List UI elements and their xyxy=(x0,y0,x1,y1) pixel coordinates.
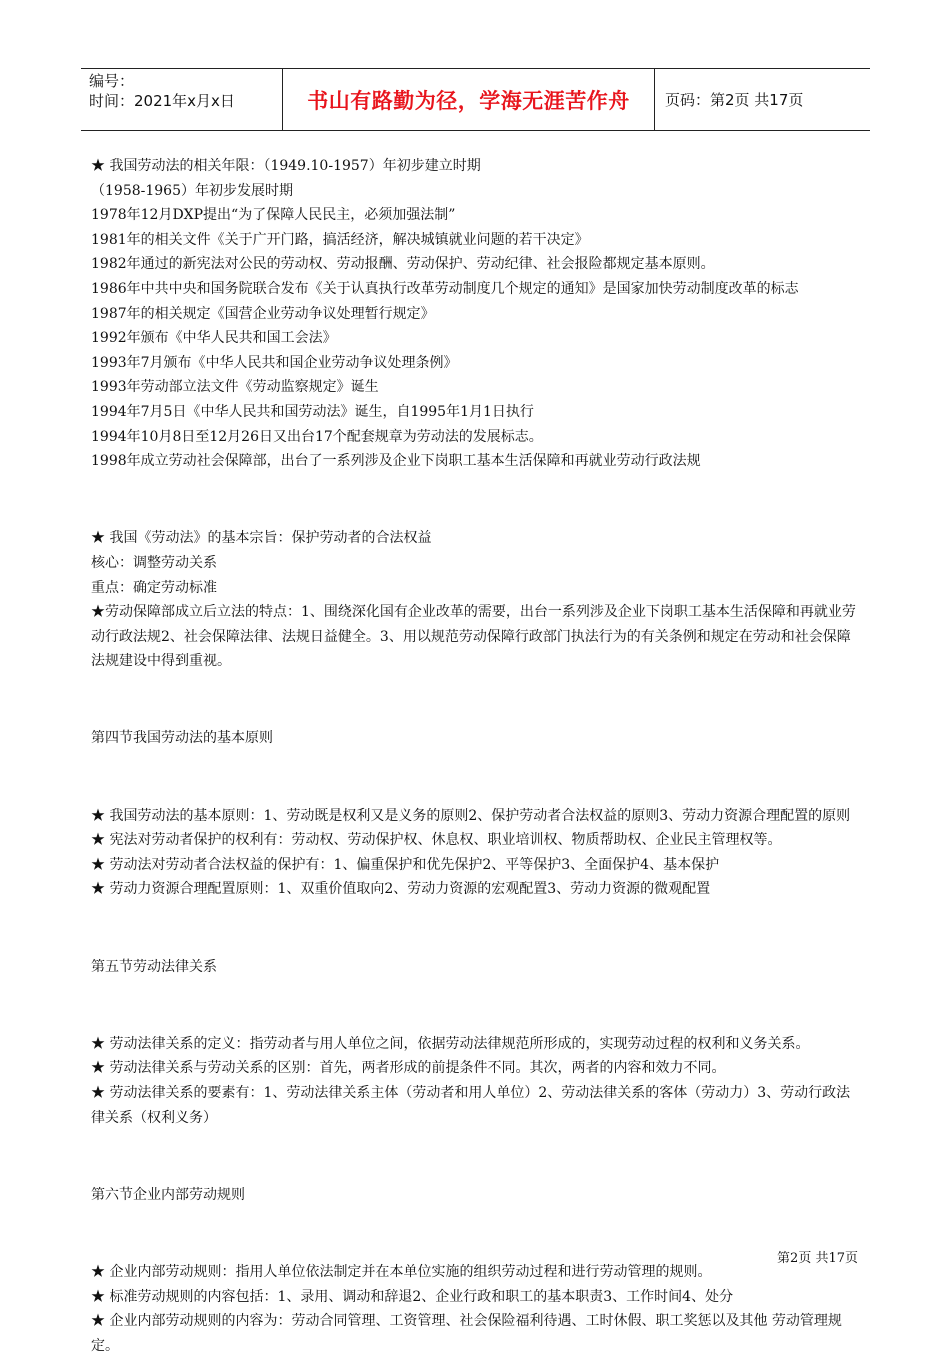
paragraph-spacer xyxy=(91,1144,863,1169)
paragraph: 1981年的相关文件《关于广开门路，搞活经济，解决城镇就业问题的若干决定》 xyxy=(91,231,589,248)
paragraph: 核心：调整劳动关系 xyxy=(91,554,217,571)
paragraph-spacer xyxy=(91,916,863,941)
paragraph: ★ 我国劳动法的相关年限：（1949.10-1957）年初步建立时期 xyxy=(91,158,481,174)
paragraph: ★ 企业内部劳动规则：指用人单位依法制定并在本单位实施的组织劳动过程和进行劳动管理的规则。 xyxy=(91,1263,712,1280)
paragraph-spacer xyxy=(91,993,863,1018)
paragraph: ★ 我国劳动法的基本原则：1、劳动既是权利又是义务的原则2、保护劳动者合法权益的原则3、劳动力资源合理配置的原则 xyxy=(91,807,851,824)
paragraph: ★劳动保障部成立后立法的特点：1、围绕深化国有企业改革的需要，出台一系列涉及企业下岗职工基本生活保障和再就业劳动行政法规2、社会保障法律、法规日益健全。3、用以规范劳动保障行政部门执法行为的有关条例和规定在劳动和社会保障法规建设中得到重视。 xyxy=(91,604,856,670)
paragraph: ★ 企业内部劳动规则的内容为：劳动合同管理、工资管理、社会保险福利待遇、工时休假、职工奖惩以及其他 劳动管理规定。 xyxy=(91,1313,842,1354)
paragraph: 1986年中共中央和国务院联合发布《关于认真执行改革劳动制度几个规定的通知》是国家加快劳动制度改革的标志 xyxy=(91,280,799,297)
paragraph: 1987年的相关规定《国营企业劳动争议处理暂行规定》 xyxy=(91,305,435,322)
document-time-label: 时间：2021年x月x日 xyxy=(89,92,235,110)
paragraph: ★ 劳动法律关系的定义：指劳动者与用人单位之间，依据劳动法律规范所形成的，实现劳动过程的权利和义务关系。 xyxy=(91,1035,810,1052)
paragraph: ★ 宪法对劳动者保护的权利有：劳动权、劳动保护权、休息权、职业培训权、物质帮助权、企业民主管理权等。 xyxy=(91,832,782,849)
section-heading: 第四节我国劳动法的基本原则 xyxy=(91,730,273,747)
paragraph-spacer xyxy=(91,1221,863,1246)
paragraph: 重点：确定劳动标准 xyxy=(91,579,217,596)
footer-page-number: 第2页 共17页 xyxy=(777,1251,858,1266)
paragraph-spacer xyxy=(91,488,863,513)
paragraph: （1958-1965）年初步发展时期 xyxy=(91,182,293,199)
paragraph: 1994年10月8日至12月26日又出台17个配套规章为劳动法的发展标志。 xyxy=(91,428,543,445)
paragraph: ★ 劳动力资源合理配置原则：1、双重价值取向2、劳动力资源的宏观配置3、劳动力资源的微观配置 xyxy=(91,881,711,898)
header-meta xyxy=(81,69,282,130)
paragraph: ★ 劳动法律关系与劳动关系的区别：首先，两者形成的前提条件不同。其次，两者的内容和效力不同。 xyxy=(91,1060,726,1077)
paragraph: 1998年成立劳动社会保障部，出台了一系列涉及企业下岗职工基本生活保障和再就业劳动行政法规 xyxy=(91,453,701,470)
document-body xyxy=(91,154,863,1358)
paragraph-spacer xyxy=(91,688,863,713)
paragraph: 1993年劳动部立法文件《劳动监察规定》诞生 xyxy=(91,379,379,396)
paragraph: 1982年通过的新宪法对公民的劳动权、劳动报酬、劳动保护、劳动纪律、社会报险都规定基本原则。 xyxy=(91,256,715,273)
section-heading: 第五节劳动法律关系 xyxy=(91,958,217,975)
paragraph: ★ 标准劳动规则的内容包括：1、录用、调动和辞退2、企业行政和职工的基本职责3、工作时间4、处分 xyxy=(91,1288,734,1305)
header-page-number: 页码：第2页 共17页 xyxy=(665,91,804,109)
paragraph: 1992年颁布《中华人民共和国工会法》 xyxy=(91,330,337,347)
paragraph: ★ 劳动法律关系的要素有：1、劳动法律关系主体（劳动者和用人单位）2、劳动法律关系的客体（劳动力）3、劳动行政法律关系（权利义务） xyxy=(91,1085,851,1126)
document-number-label: 编号： xyxy=(89,72,135,90)
paragraph: 1993年7月颁布《中华人民共和国企业劳动争议处理条例》 xyxy=(91,354,458,371)
paragraph: 1978年12月DXP提出“为了保障人民民主，必须加强法制” xyxy=(91,207,456,224)
paragraph: 1994年7月5日《中华人民共和国劳动法》诞生，自1995年1月1日执行 xyxy=(91,403,534,420)
header-motto: 书山有路勤为径，学海无涯苦作舟 xyxy=(282,69,655,130)
paragraph: ★ 我国《劳动法》的基本宗旨：保护劳动者的合法权益 xyxy=(91,530,432,547)
section-heading: 第六节企业内部劳动规则 xyxy=(91,1186,245,1203)
paragraph: ★ 劳动法对劳动者合法权益的保护有：1、偏重保护和优先保护2、平等保护3、全面保护4、基本保护 xyxy=(91,856,720,873)
document-header xyxy=(81,68,870,131)
paragraph-spacer xyxy=(91,765,863,790)
